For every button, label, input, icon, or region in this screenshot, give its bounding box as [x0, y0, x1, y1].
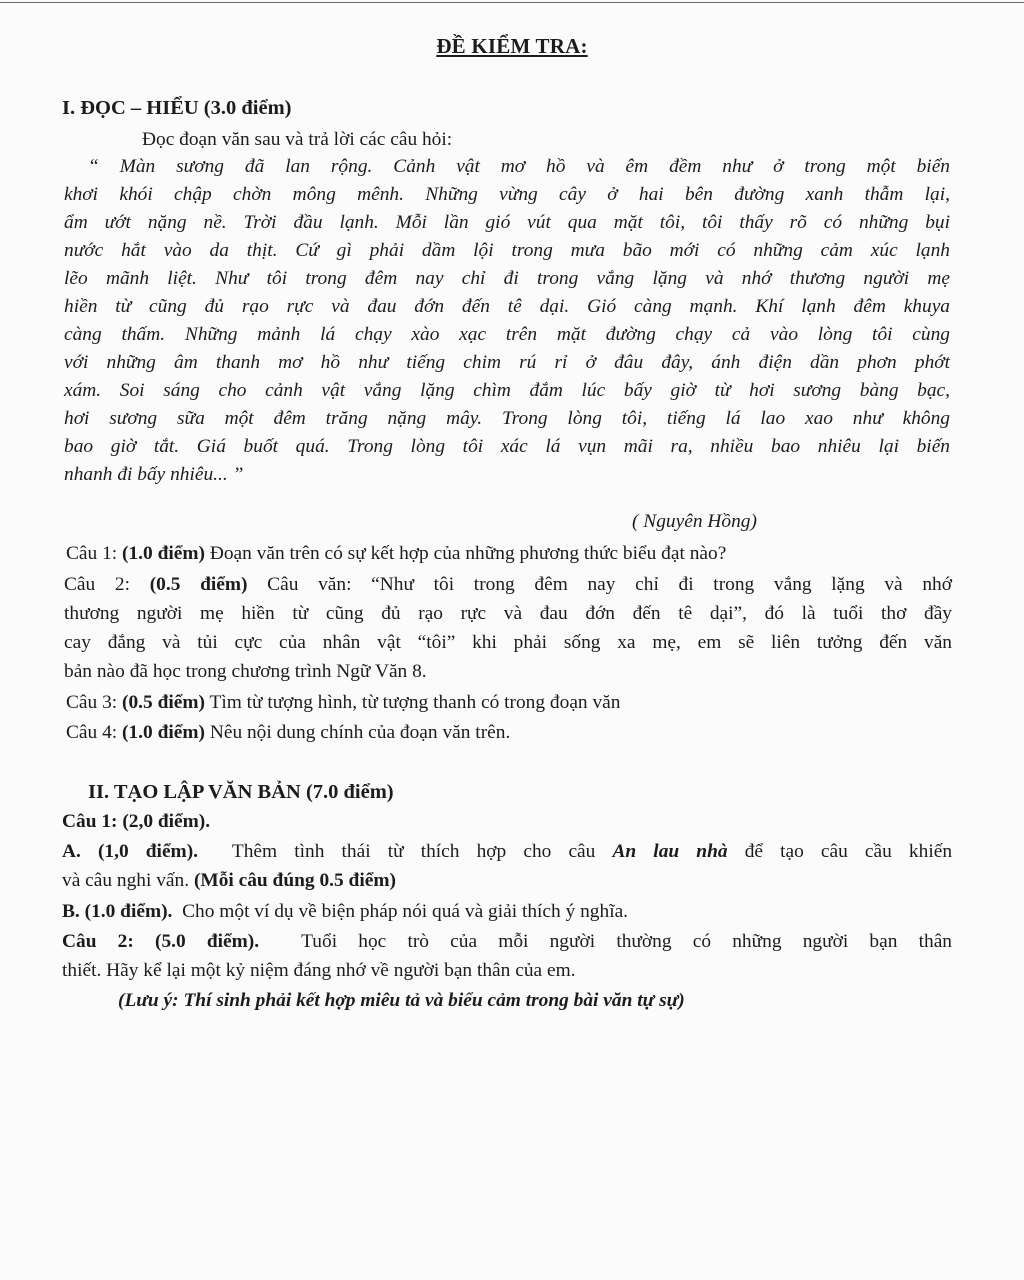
question-label: Câu 4: [66, 722, 118, 743]
passage-line: “ Màn sương đã lan rộng. Cảnh vật mơ hồ và êm đềm như ở trong một biển [88, 156, 950, 177]
writing-question-2-text: Tuổi học trò của mỗi người thường có những người bạn thân [301, 931, 952, 952]
passage-line: với những âm thanh mơ hồ như tiếng chim rú rỉ ở đâu đây, ánh điện dần phơn phớt [64, 352, 950, 373]
section1-heading: I. ĐỌC – HIỂU (3.0 điểm) [62, 97, 292, 119]
writing-note: (Lưu ý: Thí sinh phải kết hợp miêu tả và biểu cảm trong bài văn tự sự) [118, 990, 685, 1011]
passage-line: hơi sương sữa một đêm trăng nặng mây. Trong lòng tôi, tiếng lá lao xao như không [64, 408, 950, 429]
passage-line: xám. Soi sáng cho cảnh vật vắng lặng chìm đắm lúc bấy giờ từ hơi sương bàng bạc, [64, 380, 950, 401]
part-a-label: A. (1,0 điểm). [62, 841, 199, 862]
question-2-first-line [62, 930, 952, 954]
question-text: Đoạn văn trên có sự kết hợp của những phương thức biểu đạt nào? [209, 543, 727, 564]
question-points: (0.5 điểm) [122, 692, 205, 713]
question-points: (1.0 điểm) [122, 543, 205, 564]
question-label: Câu 3: [66, 692, 118, 713]
passage-line: ẩm ướt nặng nề. Trời đầu lạnh. Mỗi lần gió vút qua mặt tôi, tôi thấy rõ có những bụi [64, 212, 950, 233]
question-1 [66, 542, 726, 566]
question-4 [66, 721, 510, 745]
question-2-first-line [64, 573, 952, 597]
exam-title: ĐỀ KIỂM TRA: [436, 34, 588, 58]
question-points: (1.0 điểm) [122, 722, 205, 743]
passage-line: hiền từ cũng đủ rạo rực và đau đớn đến tê dại. Gió càng mạnh. Khí lạnh đêm khuya [64, 296, 950, 317]
question-3 [66, 691, 620, 715]
question-text: Nêu nội dung chính của đoạn văn trên. [209, 722, 511, 743]
reading-instruction: Đọc đoạn văn sau và trả lời các câu hỏi: [142, 129, 453, 150]
passage-line: nhanh đi bấy nhiêu... ” [64, 464, 244, 485]
question-label: Câu 2: [64, 574, 131, 595]
passage-line: càng thấm. Những mảnh lá chạy xào xạc trên mặt đường chạy cả vào lòng tôi cùng [64, 324, 950, 345]
part-b-label: B. (1.0 điểm). [62, 901, 173, 922]
question-2-line: thương người mẹ hiền từ cũng đủ rạo rực và đau đớn đến tê dại”, đó là tuổi thơ đầy [64, 603, 952, 624]
writing-question-2-label: Câu 2: (5.0 điểm). [62, 931, 260, 952]
question-points: (0.5 điểm) [149, 574, 248, 595]
passage-line: lẽo mãnh liệt. Như tôi trong đêm nay chỉ đi trong vắng lặng và nhớ thương người mẹ [64, 268, 950, 289]
question-2-line: cay đắng và tủi cực của nhân vật “tôi” khi phải sống xa mẹ, em sẽ liên tưởng đến văn [64, 632, 952, 653]
passage-line: khơi khói chập chờn mông mênh. Những vừng cây ở hai bên đường xanh thẫm lại, [64, 184, 950, 205]
writing-question-1b [62, 900, 628, 924]
passage-line: nước hắt vào da thịt. Cứ gì phải dầm lội trong mưa bão mới có những cảm xúc lạnh [64, 240, 950, 261]
part-a-text: Thêm tình thái từ thích hợp cho câu [231, 841, 596, 862]
part-b-text: Cho một ví dụ về biện pháp nói quá và giải thích ý nghĩa. [182, 901, 629, 922]
question-text: Câu văn: “Như tôi trong đêm nay chỉ đi trong vắng lặng và nhớ [267, 574, 952, 595]
part-a-first-line [62, 840, 952, 864]
part-a-note: (Mỗi câu đúng 0.5 điểm) [193, 870, 396, 891]
writing-question-2-line: thiết. Hãy kể lại một kỷ niệm đáng nhớ về người bạn thân của em. [62, 960, 576, 981]
part-a-text-end: để tạo câu cầu khiến [744, 841, 953, 862]
question-2-line: bản nào đã học trong chương trình Ngữ Văn 8. [64, 661, 427, 682]
section2-heading: II. TẠO LẬP VĂN BẢN (7.0 điểm) [88, 781, 394, 803]
passage-author: ( Nguyên Hồng) [632, 511, 757, 532]
question-text: Tìm từ tượng hình, từ tượng thanh có trong đoạn văn [209, 692, 621, 713]
part-a-line2: và câu nghi vấn. [62, 870, 190, 891]
part-a-second-line [62, 869, 396, 893]
part-a-emphasis: An lau nhà [612, 841, 728, 862]
writing-question-1-title: Câu 1: (2,0 điểm). [62, 811, 211, 832]
passage-line: bao giờ tắt. Giá buốt quá. Trong lòng tôi xác lá vụn mãi ra, nhiều bao nhiêu lại biến [64, 436, 950, 457]
question-label: Câu 1: [66, 543, 118, 564]
